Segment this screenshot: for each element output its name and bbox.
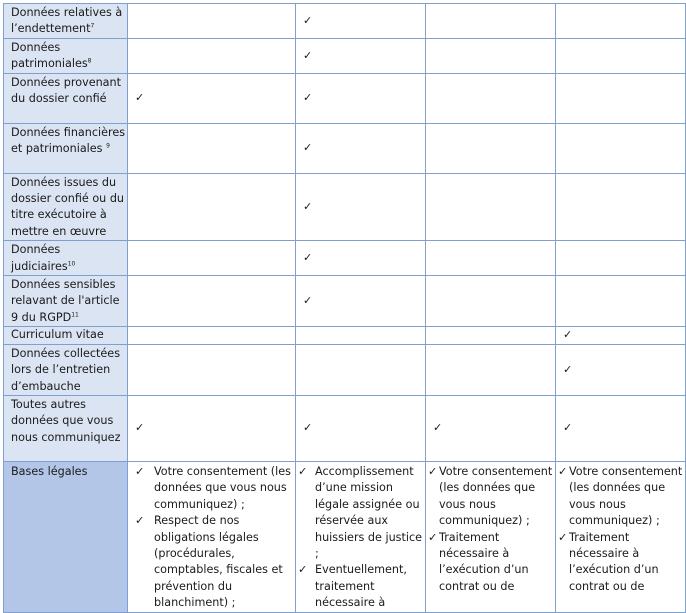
check-cell [556,395,686,461]
table-row [4,395,686,461]
check-cell [426,327,556,344]
check-cell [556,241,686,276]
row-label: Données collectées lors de l’entretien d’embauche [11,346,121,393]
checkmark-icon: ✓ [433,421,443,435]
check-cell [296,123,426,173]
check-cell [128,123,296,173]
check-cell [556,38,686,73]
check-cell [426,344,556,395]
check-cell [556,327,686,344]
legal-basis-text: Eventuellement, traitement nécessaire à [315,563,407,610]
legal-bases-cell [556,461,686,612]
footnote-ref: 8 [87,57,92,65]
checkmark-icon: ✓ [563,328,573,342]
legal-basis-text: Votre consentement (les données que vous nous communiquez) ; [439,464,553,528]
checkmark-icon: ✓ [303,48,313,62]
legal-bases-label: Bases légales [11,464,88,478]
checkmark-icon: ✓ [428,464,438,478]
check-cell [296,173,426,241]
row-label-cell [4,327,128,344]
checkmark-icon: ✓ [563,362,573,376]
check-cell [556,344,686,395]
footnote-ref: 11 [71,311,79,319]
checkmark-icon: ✓ [303,421,313,435]
checkmark-icon: ✓ [135,464,145,478]
row-label: Données relatives à l’endettement [11,6,123,36]
table-row [4,4,686,39]
check-cell [128,73,296,123]
legal-basis-text: Accomplissement d’une mission légale assignée ou réservée aux huissiers de justice ; [315,464,423,560]
checkmark-icon: ✓ [303,250,313,264]
legal-basis-item [428,464,553,530]
check-cell [296,38,426,73]
footnote-ref: 7 [90,22,95,30]
check-cell [296,344,426,395]
legal-basis-text: Votre consentement (les données que vous nous communiquez) ; [569,464,683,528]
checkmark-icon: ✓ [298,464,308,478]
row-label-cell [4,344,128,395]
check-cell [556,173,686,241]
check-cell [556,4,686,39]
legal-basis-item [428,530,553,596]
legal-basis-item [558,530,683,596]
legal-bases-cell [296,461,426,612]
legal-basis-text: Traitement nécessaire à l’exécution d’un contrat ou de [569,530,659,593]
checkmark-icon: ✓ [135,514,145,528]
legal-basis-text: Respect de nos obligations légales (procédurales, comptables, fiscales et prévention du blanchiment) ; [154,514,283,610]
table-row [4,276,686,327]
check-cell [128,173,296,241]
check-cell [426,241,556,276]
check-cell [128,327,296,344]
footnote-ref: 9 [106,142,110,150]
check-cell [426,123,556,173]
legal-bases-cell [426,461,556,612]
checkmark-icon: ✓ [303,293,313,307]
check-cell [296,241,426,276]
table-row [4,327,686,344]
row-label-cell [4,38,128,73]
legal-basis-item [135,513,293,611]
row-label-cell [4,395,128,461]
check-cell [296,276,426,327]
row-label: Curriculum vitae [11,328,104,342]
checkmark-icon: ✓ [303,199,313,213]
row-label-cell [4,276,128,327]
check-cell [296,395,426,461]
row-label: Données judiciaires [11,243,68,273]
check-cell [128,38,296,73]
legal-basis-text: Traitement nécessaire à l’exécution d’un contrat ou de [439,530,529,593]
check-cell [426,395,556,461]
legal-bases-row [4,461,686,612]
row-label-cell [4,173,128,241]
check-cell [556,123,686,173]
checkmark-icon: ✓ [563,421,573,435]
checkmark-icon: ✓ [135,90,145,104]
table-row [4,38,686,73]
checkmark-icon: ✓ [303,13,313,27]
checkmark-icon: ✓ [303,140,313,154]
checkmark-icon: ✓ [558,464,568,478]
legal-bases-cell [128,461,296,612]
checkmark-icon: ✓ [428,530,438,544]
check-cell [426,38,556,73]
footnote-ref: 10 [67,259,76,267]
check-cell [296,73,426,123]
check-cell [426,4,556,39]
row-label: Toutes autres données que vous nous communiquez [11,397,121,444]
row-label-cell [4,4,128,39]
check-cell [128,4,296,39]
row-label: Données provenant du dossier confié [11,75,122,106]
check-cell [128,344,296,395]
check-cell [128,395,296,461]
table-row [4,241,686,276]
row-label: Données financières et patrimoniales [11,125,126,156]
table-row [4,73,686,123]
row-label: Données issues du dossier confié ou du titre exécutoire à mettre en œuvre [11,175,125,238]
check-cell [296,4,426,39]
check-cell [426,173,556,241]
check-cell [556,73,686,123]
legal-data-table [3,3,686,613]
legal-basis-text: Votre consentement (les données que vous nous communiquez) ; [154,464,291,511]
legal-bases-label-cell [4,461,128,612]
check-cell [556,276,686,327]
table-row [4,123,686,173]
check-cell [426,73,556,123]
check-cell [426,276,556,327]
legal-basis-item [298,464,423,562]
row-label-cell [4,241,128,276]
checkmark-icon: ✓ [135,421,145,435]
checkmark-icon: ✓ [303,90,313,104]
check-cell [128,276,296,327]
table-row [4,344,686,395]
table-row [4,173,686,241]
row-label-cell [4,73,128,123]
legal-basis-item [135,464,293,513]
legal-basis-item [298,562,423,611]
row-label-cell [4,123,128,173]
checkmark-icon: ✓ [298,563,308,577]
check-cell [128,241,296,276]
check-cell [296,327,426,344]
legal-basis-item [558,464,683,530]
checkmark-icon: ✓ [558,530,568,544]
row-label: Données patrimoniales [11,40,88,71]
row-label: Données sensibles relavant de l'article 9 du RGPD [11,278,120,324]
